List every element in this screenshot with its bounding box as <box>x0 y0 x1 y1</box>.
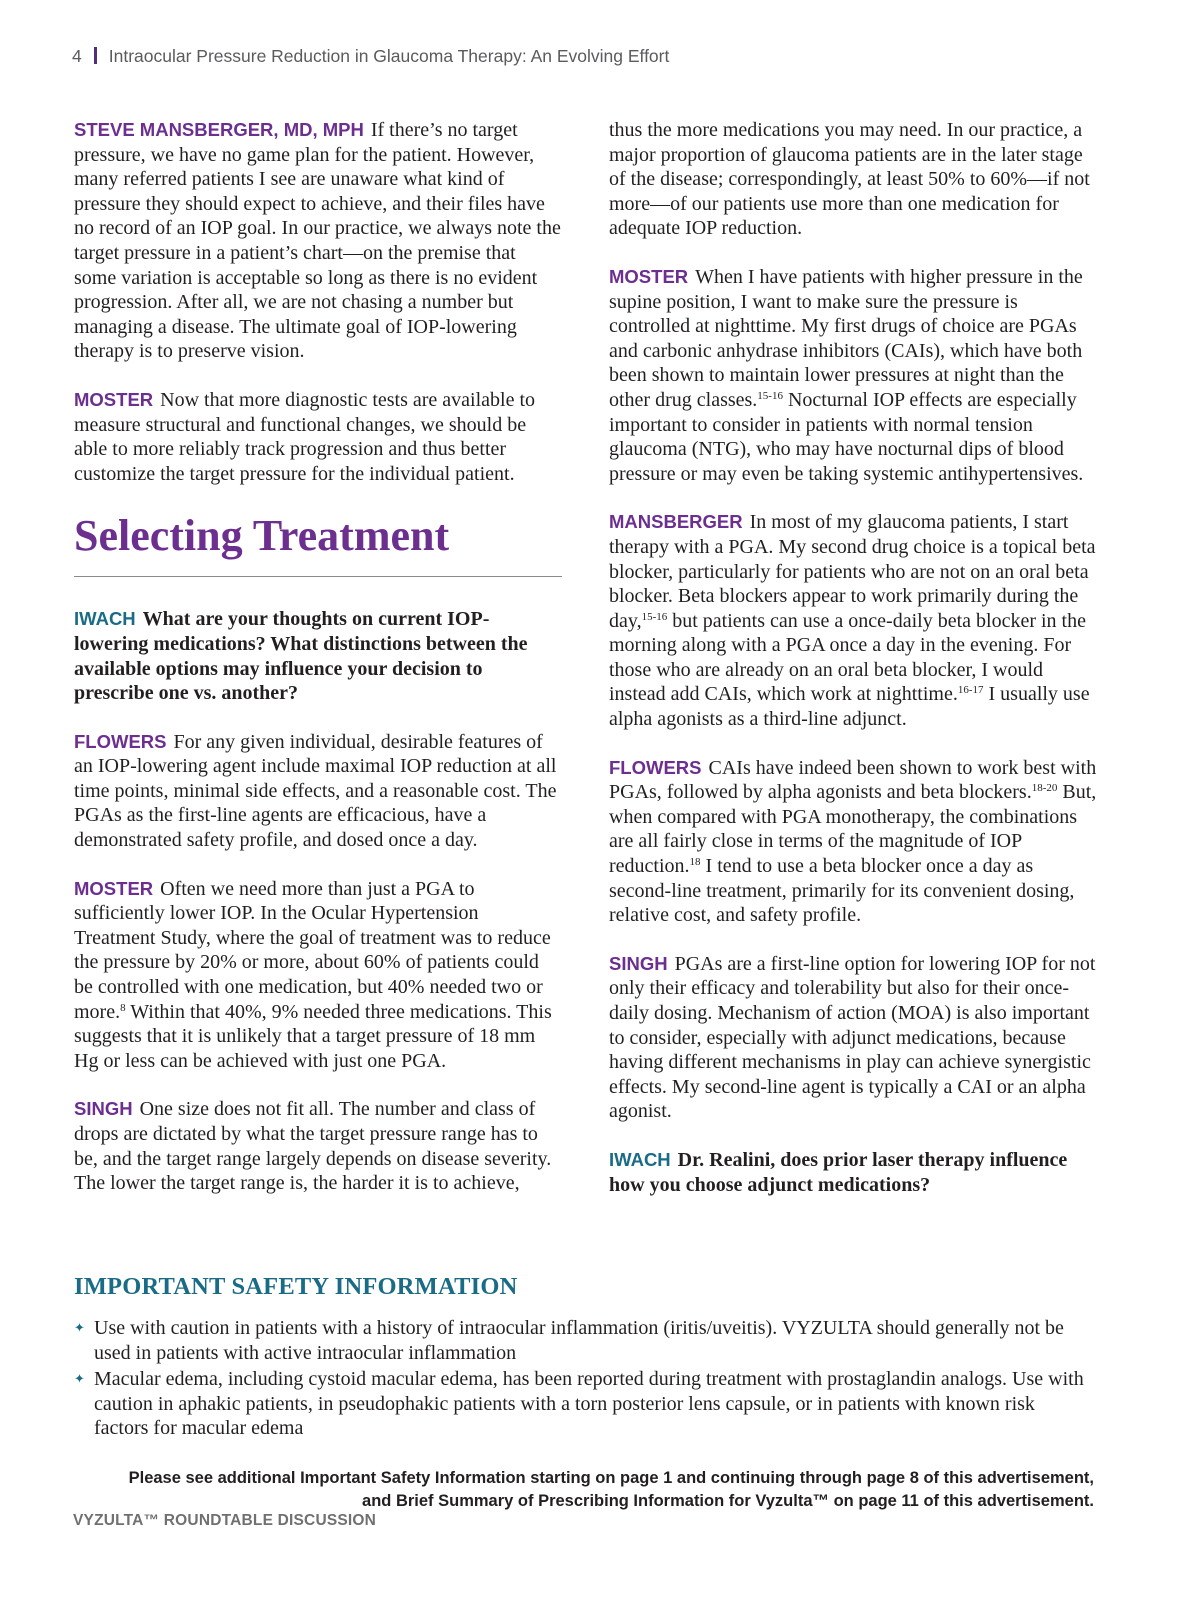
bullet-icon: ✦ <box>74 1371 85 1387</box>
speaker-label: FLOWERS <box>609 756 702 778</box>
paragraph-flowers-1 <box>74 730 562 853</box>
speaker-label: STEVE MANSBERGER, MD, MPH <box>74 119 364 140</box>
speaker-label: SINGH <box>74 1098 133 1120</box>
left-column <box>74 118 562 1220</box>
paragraph-moster-1 <box>74 388 562 486</box>
paragraph-mansberger-2 <box>609 510 1099 731</box>
paragraph-moster-3 <box>609 265 1099 486</box>
paragraph-singh-2 <box>609 952 1099 1124</box>
safety-info-list <box>74 1316 1094 1443</box>
paragraph-text: PGAs are a first-line option for lowering IOP for not only their efficacy and tolerability but also for their once-daily dosing. Mechanism of action (MOA) is also important to consider, especially with adjunct medications, because having different mechanisms in play can achieve synergistic effects. My second-line agent is typically a CAI or an alpha agonist. <box>609 952 1096 1123</box>
speaker-label: MOSTER <box>74 388 154 410</box>
footer-note-line: and Brief Summary of Prescribing Information for Vyzulta™ on page 11 of this advertisement. <box>362 1491 1094 1510</box>
safety-info-text: Use with caution in patients with a history of intraocular inflammation (iritis/uveitis). VYZULTA should generally not be used in patients with active intraocular inflammation <box>94 1317 1064 1364</box>
right-column <box>609 118 1099 1221</box>
paragraph-mansberger-1 <box>74 118 562 364</box>
footer-tag: VYZULTA™ ROUNDTABLE DISCUSSION <box>73 1512 377 1529</box>
paragraph-text: But, when compared with PGA monotherapy, the combinations are all fairly close in terms of the magnitude of IOP reduction. <box>609 781 1097 878</box>
safety-info-title: IMPORTANT SAFETY INFORMATION <box>74 1273 518 1300</box>
paragraph-text: I usually use alpha agonists as a third-line adjunct. <box>609 683 1090 731</box>
paragraph-text: Often we need more than just a PGA to sufficiently lower IOP. In the Ocular Hypertension Treatment Study, where the goal of treatment was to reduce the pressure by 20% or more, about 60% of patients could be controlled with one medication, but 40% needed two or more. <box>74 877 551 1023</box>
paragraph-iwach-question-2 <box>609 1148 1099 1197</box>
footer-note <box>94 1467 1094 1512</box>
speaker-label: SINGH <box>609 952 668 974</box>
reference-superscript: 16-17 <box>957 684 984 697</box>
reference-superscript: 15-16 <box>641 610 668 623</box>
paragraph-text: One size does not fit all. The number and class of drops are dictated by what the target pressure range has to be, and the target range largely depends on disease severity. The lower the target range is, the harder it is to achieve, <box>74 1098 552 1195</box>
safety-info-text: Macular edema, including cystoid macular edema, has been reported during treatment with prostaglandin analogs. Use with caution in aphakic patients, in pseudophakic patients with a torn posterior lens capsule, or in patients with known risk factors for macular edema <box>94 1368 1084 1440</box>
bullet-icon: ✦ <box>74 1320 85 1335</box>
safety-info-item <box>74 1316 1094 1365</box>
paragraph-text: CAIs have indeed been shown to work best with PGAs, followed by alpha agonists and beta blockers. <box>609 756 1097 804</box>
footer-note-line: Please see additional Important Safety Information starting on page 1 and continuing through page 8 of this advertisement, <box>128 1469 1094 1487</box>
reference-superscript: 18-20 <box>1031 782 1058 795</box>
header-title: Intraocular Pressure Reduction in Glaucoma Therapy: An Evolving Effort <box>108 46 670 66</box>
paragraph-text: For any given individual, desirable features of an IOP-lowering agent include maximal IOP reduction at all time points, minimal side effects, and a reasonable cost. The PGAs as the first-line agents are efficacious, have a demonstrated safety profile, and dosed once a day. <box>74 730 557 852</box>
section-divider <box>74 576 562 577</box>
question-text: What are your thoughts on current IOP-lowering medications? What distinctions between the available options may influence your decision to prescribe one vs. another? <box>74 608 528 705</box>
paragraph-text: Within that 40%, 9% needed three medications. This suggests that it is unlikely that a target pressure of 18 mm Hg or less can be achieved with just one PGA. <box>74 1000 552 1072</box>
paragraph-singh-continued <box>609 118 1099 241</box>
paragraph-text: I tend to use a beta blocker once a day as second-line treatment, primarily for its convenient dosing, relative cost, and safety profile. <box>609 855 1075 927</box>
running-header <box>72 46 1132 67</box>
safety-info-item <box>74 1367 1094 1441</box>
paragraph-moster-2 <box>74 877 562 1074</box>
speaker-label: MOSTER <box>74 877 154 899</box>
paragraph-text: When I have patients with higher pressure in the supine position, I want to make sure the pressure is controlled at nighttime. My first drugs of choice are PGAs and carbonic anhydrase inhibitors (CAIs), which have both been shown to maintain lower pressures at night than the other drug classes. <box>609 265 1083 411</box>
paragraph-text: but patients can use a once-daily beta blocker in the morning along with a PGA once a day in the evening. For those who are already on an oral beta blocker, I would instead add CAIs, which work at nighttime. <box>609 609 1086 706</box>
page-number: 4 <box>72 46 82 66</box>
speaker-label: FLOWERS <box>74 730 167 752</box>
paragraph-text: If there’s no target pressure, we have no game plan for the patient. However, many referred patients I see are unaware what kind of pressure they should expect to achieve, and their files have no record of an IOP goal. In our practice, we always note the target pressure in a patient’s chart—on the premise that some variation is acceptable so long as there is no evident progression. After all, we are not chasing a number but managing a disease. The ultimate goal of IOP-lowering therapy is to preserve vision. <box>74 119 561 363</box>
paragraph-singh-1 <box>74 1097 562 1195</box>
speaker-label: IWACH <box>609 1148 671 1170</box>
reference-superscript: 15-16 <box>757 389 783 402</box>
paragraph-iwach-question-1 <box>74 607 562 705</box>
paragraph-text: Now that more diagnostic tests are available to measure structural and functional changes, we should be able to more reliably track progression and thus better customize the target pressure for the individual patient. <box>74 388 536 485</box>
paragraph-text: thus the more medications you may need. In our practice, a major proportion of glaucoma patients are in the later stage of the disease; correspondingly, at least 50% to 60%—if not more—of our patients use more than one medication for adequate IOP reduction. <box>609 119 1090 240</box>
section-title: Selecting Treatment <box>74 511 450 561</box>
question-text: Dr. Realini, does prior laser therapy influence how you choose adjunct medications? <box>609 1148 1068 1196</box>
speaker-label: MANSBERGER <box>609 511 743 533</box>
reference-superscript: 18 <box>689 856 701 869</box>
speaker-label: MOSTER <box>609 265 689 287</box>
header-divider <box>94 47 97 64</box>
reference-superscript: 8 <box>120 1001 126 1014</box>
speaker-label: IWACH <box>74 608 136 630</box>
paragraph-text: Nocturnal IOP effects are especially important to consider in patients with normal tension glaucoma (NTG), who may have nocturnal dips of blood pressure or may even be taking systemic antihypertensives. <box>609 388 1084 485</box>
paragraph-flowers-2 <box>609 756 1099 928</box>
paragraph-text: In most of my glaucoma patients, I start therapy with a PGA. My second drug choice is a topical beta blocker, particularly for patients who are not on an oral beta blocker. Beta blockers appear to work primarily during the day, <box>609 511 1096 632</box>
